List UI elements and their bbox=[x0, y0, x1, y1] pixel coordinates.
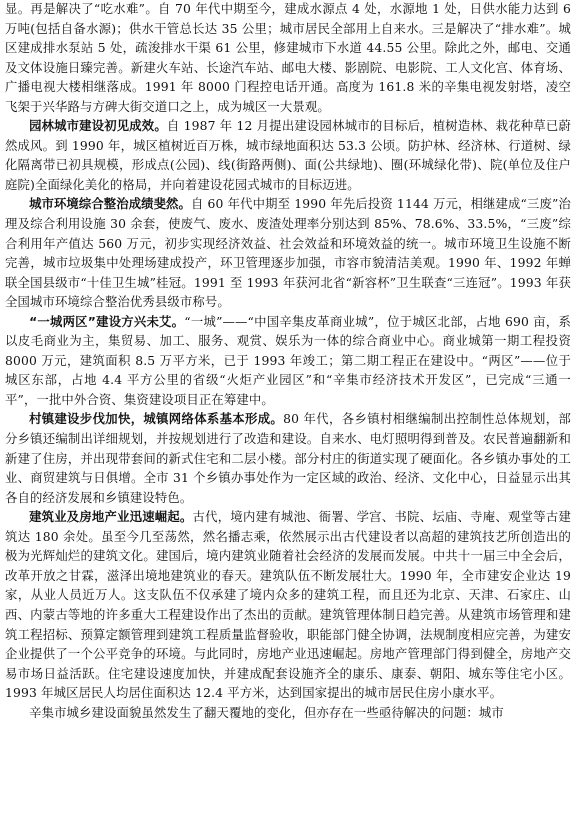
document-page bbox=[5, 0, 571, 723]
paragraph-text: 显。再是解决了“吃水难”。自 70 年代中期至今，建成水源点 4 处，水源地 1 处，日供水能力达到 6 万吨(包括自备水源)；供水干管总长达 35 公里；城市居民全部用上自来水。三是解决了“排水难”。城区建成排水泵站 5 处，疏浚排水干渠 61 公里，修建城市下水道 44.55 公里。除此之外，邮电、交通及文体设施日臻完善。新建火车站、长途汽车站、邮电大楼、影剧院、电影院、工人文化宫、体育场、广播电视大楼相继落成。1991 年 8000 门程控电话开通。高度为 161.8 米的辛集电视发射塔，凌空飞架于兴华路与方碑大街交道口之上，成为城区一大景观。 bbox=[5, 2, 571, 114]
paragraph-problems bbox=[5, 704, 571, 724]
paragraph-text: 辛集市城乡建设面貌虽然发生了翻天覆地的变化，但亦存在一些亟待解决的问题：城市 bbox=[29, 705, 504, 720]
paragraph-text: 自 60 年代中期至 1990 年先后投资 1144 万元，相继建成“三废”治理及综合利用设施 30 余套，使废气、废水、废渣处理率分别达到 85%、78.6%、33.5%，“三废”综合利用年产值达 560 万元，初步实现经济效益、社会效益和环境效益的统一。城市环境卫生设施不断完善，城市垃圾集中处理场建成投产，环卫管理逐步加强，市容市貌清洁美观。1990 年、1992 年蝉联全国县级市“十佳卫生城”桂冠。1991 至 1993 年获河北省“新容杯”卫生联查“三连冠”。1993 年获全国城市环境综合整治优秀县级市称号。 bbox=[5, 197, 571, 310]
paragraph-heading: “一城两区”建设方兴未艾。 bbox=[29, 314, 185, 329]
paragraph-text: 80 年代，各乡镇村相继编制出控制性总体规划，部分乡镇还编制出详细规划，并按规划进行了改造和建设。自来水、电灯照明得到普及。农民普遍翻新和新建了住房，并出现带套间的新式住宅和二层小楼。部分村庄的街道实现了硬面化。各乡镇办事处的工业、商贸建筑与日俱增。全市 31 个乡镇办事处作为一定区域的政治、经济、文化中心，日益显示出其各自的经济发展和乡镇建设特色。 bbox=[5, 412, 571, 505]
paragraph-heading: 建筑业及房地产业迅速崛起。 bbox=[29, 510, 193, 525]
paragraph-text: 自 1987 年 12 月提出建设园林城市的目标后，植树造林、栽花种草已蔚然成风。到 1990 年，城区植树近百万株，城市绿地面积达 53.3 公顷。防护林、经济林、行道树、绿化隔离带已初具规模，形成点(公园)、线(街路两侧)、面(公共绿地)、圈(环城绿化带)、院(单位及住户庭院)全面绿化美化的格局，并向着建设花园式城市的目标迈进。 bbox=[5, 119, 571, 192]
paragraph-garden-city bbox=[5, 117, 571, 195]
paragraph-heading: 村镇建设步伐加快，城镇网络体系基本形成。 bbox=[29, 412, 284, 427]
paragraph-text: 古代，境内建有城池、衙署、学宫、书院、坛庙、寺庵、观堂等古建筑达 180 余处。虽至今几至荡然，然名播志乘，依然展示出古代建设者以高超的建筑技艺所创造出的极为光辉灿烂的建筑文化。建国后，境内建筑业随着社会经济的发展而发展。中共十一届三中全会后，改革开放之甘霖，滋泽出境地建筑业的春天。建筑队伍不断发展壮大。1990 年，全市建安企业达 19 家，从业人员近万人。这支队伍不仅承建了境内众多的建筑工程，而且还为北京、天津、石家庄、山西、内蒙古等地的许多重大工程建设作出了杰出的贡献。建筑管理体制日趋完善。从建筑市场管理和建筑工程招标、预算定额管理到建筑工程质量监督验收，职能部门健全协调，法规制度相应完善，为建安企业提供了一个公平竞争的环境。与此同时，房地产业迅速崛起。房地产管理部门得到健全，房地产交易市场日益活跃。住宅建设速度加快，并建成配套设施齐全的康乐、康泰、朝阳、城东等住宅小区。1993 年城区居民人均居住面积达 12.4 平方米，达到国家提出的城市居民住房小康水平。 bbox=[5, 510, 571, 701]
paragraph-village-town bbox=[5, 410, 571, 508]
paragraph-construction-realestate bbox=[5, 508, 571, 703]
paragraph-heading: 园林城市建设初见成效。 bbox=[29, 119, 167, 134]
paragraph-heading: 城市环境综合整治成绩斐然。 bbox=[29, 197, 191, 212]
paragraph-one-city-two-zones bbox=[5, 313, 571, 411]
paragraph-environment bbox=[5, 195, 571, 312]
paragraph-municipal-facilities bbox=[5, 0, 571, 117]
paragraph-text: “一城”——“中国辛集皮革商业城”，位于城区北部，占地 690 亩，系以皮毛商业为主，集贸易、加工、服务、观赏、娱乐为一体的综合商业中心。商业城第一期工程投资 8000 万元，建筑面积 8.5 万平方米，已于 1993 年竣工；第二期工程正在建设中。“两区”——位于城区东部，占地 4.4 平方公里的省级“火炬产业园区”和“辛集市经济技术开发区”，已完成“三通一平”，一批中外合资、集资建设项目正在筹建中。 bbox=[5, 314, 571, 407]
